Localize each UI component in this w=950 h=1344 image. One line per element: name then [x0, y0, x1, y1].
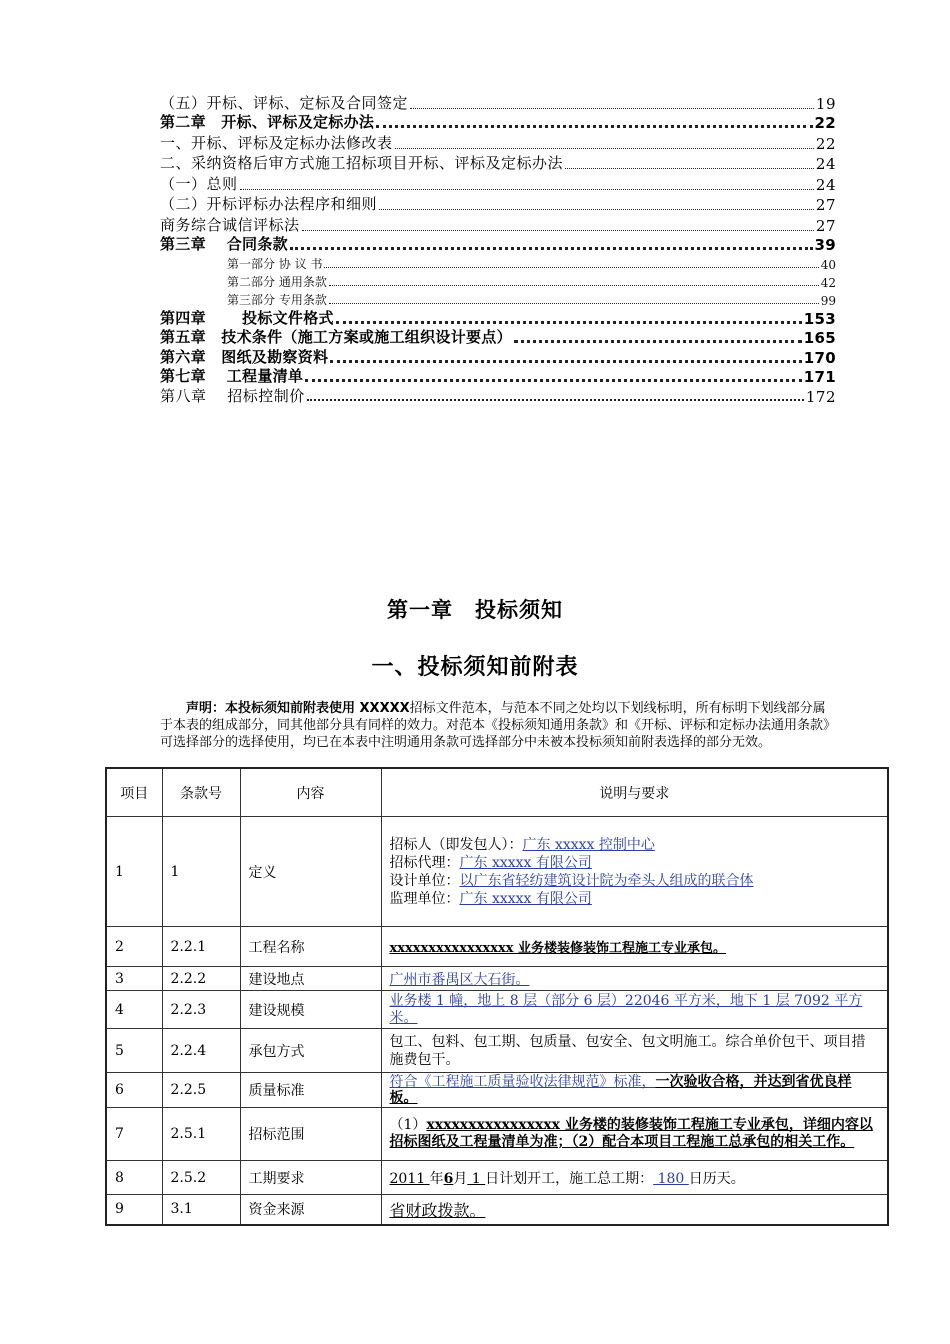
cell-content: 建设规模	[240, 991, 381, 1029]
toc-entry[interactable]	[160, 173, 836, 194]
toc-entry-title: 第二部分 通用条款	[227, 275, 327, 289]
definition-line	[390, 872, 880, 890]
toc-dot-leader	[410, 108, 814, 109]
desc-text: 省财政拨款。	[389, 1200, 486, 1220]
cell-content: 招标范围	[240, 1108, 381, 1161]
cell-clause: 2.2.4	[162, 1029, 240, 1073]
toc-dot-leader	[324, 267, 818, 268]
definition-value: 广东 xxxxx 有限公司	[459, 854, 592, 871]
toc-dot-leader	[395, 148, 814, 149]
definition-value: 以广东省轻纺建筑设计院为牵头人组成的联合体	[459, 872, 754, 889]
toc-entry[interactable]	[160, 272, 836, 290]
cell-content: 承包方式	[240, 1029, 381, 1073]
cell-content: 质量标准	[240, 1073, 381, 1108]
cell-clause: 2.5.2	[162, 1161, 240, 1195]
cell-no: 9	[106, 1195, 162, 1225]
toc-entry-title: 第六章 图纸及勘察资料	[160, 347, 329, 366]
cell-desc	[381, 1195, 888, 1225]
toc-entry[interactable]	[160, 308, 836, 328]
table-row	[106, 927, 888, 967]
section-title: 一、投标须知前附表	[371, 655, 579, 680]
toc-entry-title: 商务综合诚信评标法	[160, 215, 300, 234]
toc-dot-leader	[336, 321, 802, 324]
table-row	[106, 1108, 888, 1161]
cell-clause: 2.5.1	[162, 1108, 240, 1161]
start-year: 2011	[389, 1170, 430, 1187]
toc-dot-leader	[290, 247, 813, 250]
cell-clause: 2.2.5	[162, 1073, 240, 1108]
toc-entry-page: 39	[814, 236, 836, 254]
start-day: 1	[467, 1170, 486, 1187]
statement-paragraph	[160, 700, 836, 751]
header-description: 说明与要求	[381, 768, 888, 817]
definition-label: 监理单位：	[389, 890, 460, 907]
cell-no: 4	[106, 991, 162, 1029]
toc-entry-title: 一、开标、评标及定标办法修改表	[160, 133, 393, 152]
toc-entry-title: 第一部分 协 议 书	[227, 257, 323, 271]
definition-line	[390, 854, 880, 872]
days-text: 日历天。	[688, 1170, 745, 1187]
cell-no: 5	[106, 1029, 162, 1073]
definition-value: 广东 xxxxx 控制中心	[522, 836, 655, 853]
desc-text: 包工、包料、包工期、包质量、包安全、包文明施工。综合单价包干、项目措施费包干。	[389, 1033, 866, 1068]
desc-text: 广州市番禺区大石街。	[389, 971, 530, 988]
table-row	[106, 1073, 888, 1108]
desc-text: xxxxxxxxxxxxxxxx 业务楼装修装饰工程施工专业承包。	[389, 941, 727, 956]
header-content: 内容	[240, 768, 381, 817]
cell-no: 2	[106, 927, 162, 967]
table-row	[106, 1029, 888, 1073]
front-attachment-table	[105, 767, 889, 1226]
statement-body: 招标文件范本，与范本不同之处均以下划线标明，所有标明下划线部分属于本表的组成部分，同其他部分具有同样的效力。对范本《投标须知通用条款》和《开标、评标和定标办法通用条款》可选择部分的选择使用，均已在本表中注明通用条款可选择部分中未被本投标须知前附表选择的部分无效。	[160, 701, 837, 750]
day-text: 日计划开工，施工总工期：	[485, 1170, 654, 1187]
toc-entry-page: 40	[820, 258, 836, 272]
duration-days: 180	[653, 1170, 689, 1187]
toc-dot-leader	[329, 285, 819, 286]
toc-entry[interactable]	[160, 347, 836, 367]
cell-desc	[381, 1108, 888, 1161]
toc-dot-leader	[376, 125, 812, 128]
toc-dot-leader	[302, 230, 814, 231]
toc-entry-title: （二）开标评标办法程序和细则	[160, 195, 378, 213]
cell-clause: 3.1	[162, 1195, 240, 1225]
toc-entry-title: 第七章 工程量清单	[160, 367, 304, 385]
desc-text-a: （1）	[389, 1117, 427, 1133]
toc-dot-leader	[329, 303, 819, 304]
header-clause: 条款号	[162, 768, 240, 817]
table-row	[106, 967, 888, 991]
cell-content: 定义	[240, 817, 381, 927]
definition-label: 招标人（即发包人）：	[389, 836, 523, 853]
chapter-title: 第一章 投标须知	[387, 598, 563, 622]
toc-entry-page: 171	[803, 368, 836, 386]
toc-dot-leader	[565, 168, 814, 169]
year-text: 年	[429, 1170, 444, 1187]
toc-dot-leader	[330, 360, 801, 363]
toc-entry-title: 第八章 招标控制价	[160, 387, 305, 405]
definition-line	[390, 890, 880, 908]
cell-desc	[381, 1029, 888, 1073]
cell-content: 建设地点	[240, 967, 381, 991]
table-row	[106, 991, 888, 1029]
cell-desc	[381, 927, 888, 967]
table-row	[106, 1195, 888, 1225]
header-item: 项目	[106, 768, 162, 817]
cell-no: 3	[106, 967, 162, 991]
definition-value: 广东 xxxxx 有限公司	[459, 890, 592, 907]
toc-entry-title: 第三部分 专用条款	[227, 293, 327, 307]
toc-entry[interactable]	[160, 386, 836, 406]
table-row	[106, 817, 888, 927]
cell-clause: 2.2.3	[162, 991, 240, 1029]
toc-entry[interactable]	[160, 92, 836, 113]
cell-no: 6	[106, 1073, 162, 1108]
toc-entry-page: 153	[803, 309, 836, 328]
cell-desc	[381, 991, 888, 1029]
definition-line	[390, 836, 880, 854]
desc-text-b: xxxxxxxxxxxxxxxx 业务楼的装修装饰工程施工专业承包，详细内容以招标图纸及工程量清单为准；（2）配合本项目工程施工总承包的相关工作。	[389, 1117, 873, 1150]
start-month: 6	[443, 1170, 454, 1187]
toc-entry-page: 27	[815, 196, 836, 214]
toc-entry[interactable]	[160, 254, 836, 272]
toc-entry[interactable]	[160, 214, 836, 235]
toc-entry-page: 42	[820, 276, 836, 290]
toc-entry-page: 24	[815, 175, 836, 194]
toc-entry[interactable]	[160, 194, 836, 215]
toc-dot-leader	[305, 379, 802, 382]
toc-entry-page: 170	[803, 348, 836, 367]
toc-entry-page: 22	[814, 114, 836, 132]
definition-label: 招标代理：	[389, 854, 460, 871]
desc-text-b: 一次验收合格，并达到省优良样板。	[389, 1074, 852, 1106]
cell-no: 8	[106, 1161, 162, 1195]
cell-no: 1	[106, 817, 162, 927]
table-header-row	[106, 768, 888, 817]
toc-entry-title: 二、采纳资格后审方式施工招标项目开标、评标及定标办法	[160, 154, 564, 172]
cell-no: 7	[106, 1108, 162, 1161]
month-text: 月	[453, 1170, 468, 1187]
cell-clause: 2.2.2	[162, 967, 240, 991]
toc-entry[interactable]	[160, 290, 836, 308]
toc-dot-leader	[240, 189, 814, 190]
toc-entry[interactable]	[160, 132, 836, 153]
cell-desc	[381, 1161, 888, 1195]
toc-entry-title: （一）总则	[160, 174, 238, 193]
toc-entry-title: （五）开标、评标、定标及合同签定	[160, 93, 409, 112]
cell-desc	[381, 817, 888, 927]
desc-text-a: 符合《工程施工质量验收法律规范》标准，	[389, 1074, 656, 1090]
cell-content: 工期要求	[240, 1161, 381, 1195]
cell-content: 工程名称	[240, 927, 381, 967]
toc-entry-title: 第五章 技术条件（施工方案或施工组织设计要点）	[160, 328, 512, 346]
cell-clause: 2.2.1	[162, 927, 240, 967]
cell-desc	[381, 1073, 888, 1108]
toc-entry-page: 19	[815, 94, 836, 113]
desc-text: 业务楼 1 幢，地上 8 层（部分 6 层）22046 平方米，地下 1 层 7092 平方米。	[389, 992, 863, 1026]
toc-entry[interactable]	[160, 235, 836, 255]
cell-desc	[381, 967, 888, 991]
toc-entry[interactable]	[160, 328, 836, 348]
cell-content: 资金来源	[240, 1195, 381, 1225]
toc-entry-page: 99	[820, 294, 836, 308]
toc-entry-title: 第二章 开标、评标及定标办法	[160, 113, 375, 131]
table-of-contents	[160, 92, 836, 406]
toc-entry[interactable]	[160, 153, 836, 174]
toc-entry-page: 165	[803, 329, 836, 347]
toc-entry-page: 172	[805, 388, 836, 406]
toc-entry-title: 第三章 合同条款	[160, 235, 288, 253]
toc-dot-leader	[514, 340, 802, 343]
definition-label: 设计单位：	[389, 872, 460, 889]
table-row	[106, 1161, 888, 1195]
cell-clause: 1	[162, 817, 240, 927]
toc-entry[interactable]	[160, 113, 836, 133]
toc-entry-title: 第四章 投标文件格式	[160, 308, 334, 327]
toc-dot-leader	[379, 209, 814, 210]
toc-entry-page: 27	[815, 216, 836, 235]
toc-dot-leader	[307, 399, 804, 401]
statement-lead: 声明：本投标须知前附表使用 XXXXX	[186, 701, 410, 716]
toc-entry[interactable]	[160, 367, 836, 387]
toc-entry-page: 24	[815, 155, 836, 173]
toc-entry-page: 22	[815, 134, 836, 153]
